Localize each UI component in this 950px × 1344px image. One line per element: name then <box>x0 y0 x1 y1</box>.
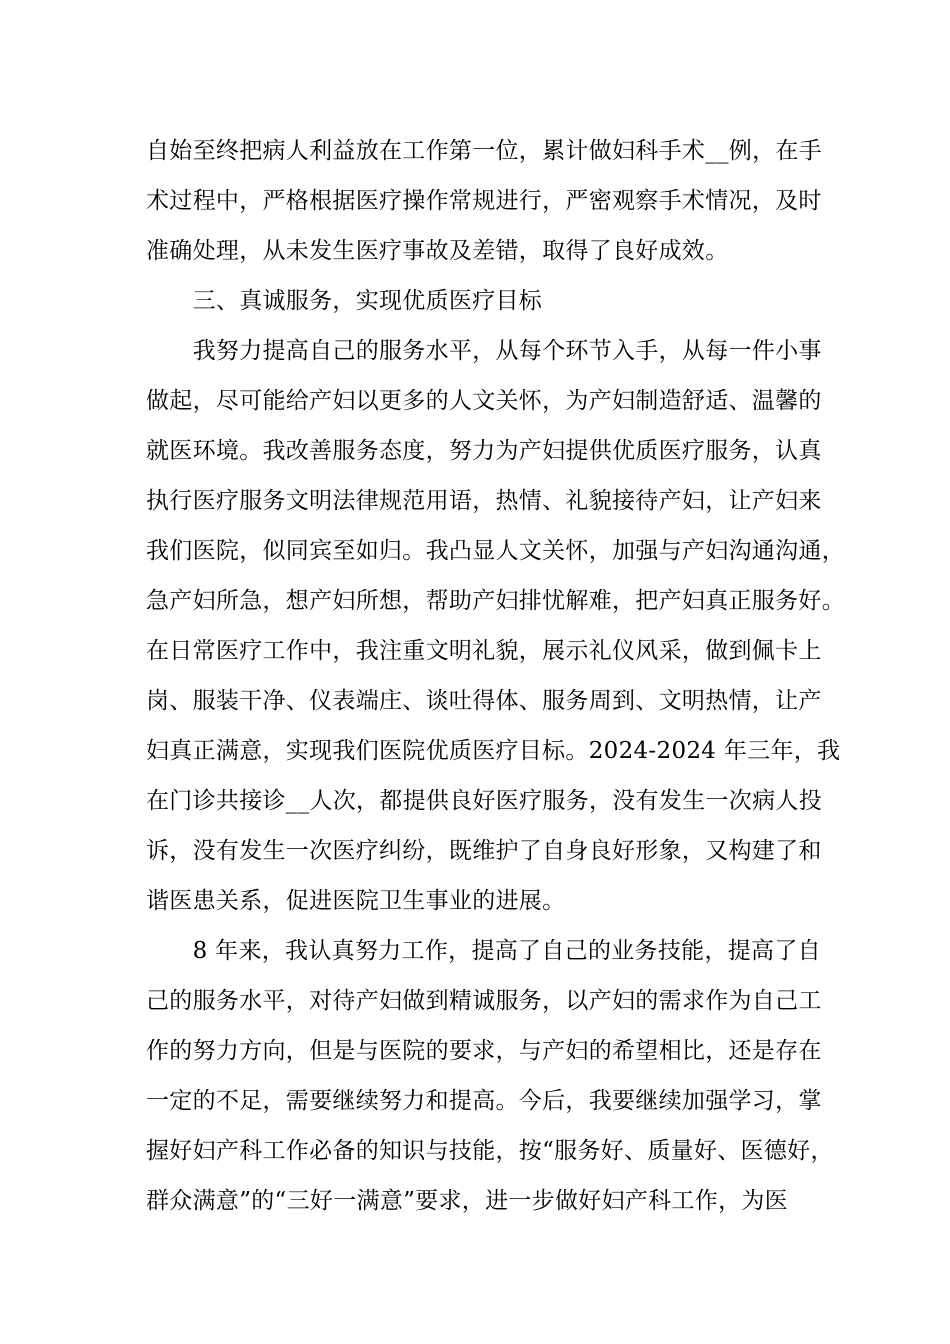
text-line: 群众满意”的“三好一满意”要求，进一步做好妇产科工作，为医 <box>146 1188 788 1214</box>
text-line: 我们医院，似同宾至如归。我凸显人文关怀，加强与产妇沟通沟通， <box>146 538 845 564</box>
text-line: 己的服务水平，对待产妇做到精诚服务，以产妇的需求作为自己工 <box>146 988 822 1014</box>
text-line: 谐医患关系，促进医院卫生事业的进展。 <box>146 888 566 914</box>
section-heading: 三、真诚服务，实现优质医疗目标 <box>146 288 543 314</box>
text-line: 做起，尽可能给产妇以更多的人文关怀，为产妇制造舒适、温馨的 <box>146 388 822 414</box>
text-line: 握好妇产科工作必备的知识与技能，按“服务好、质量好、医德好， <box>146 1138 834 1164</box>
text-line: 术过程中，严格根据医疗操作常规进行，严密观察手术情况，及时 <box>146 188 822 214</box>
text-line: 准确处理，从未发生医疗事故及差错，取得了良好成效。 <box>146 238 729 264</box>
text-line: 8 年来，我认真努力工作，提高了自己的业务技能，提高了自 <box>146 938 821 964</box>
text-line: 一定的不足，需要继续努力和提高。今后，我要继续加强学习，掌 <box>146 1088 822 1114</box>
text-line: 作的努力方向，但是与医院的要求，与产妇的希望相比，还是存在 <box>146 1038 822 1064</box>
text-line: 妇真正满意，实现我们医院优质医疗目标。2024-2024 年三年，我 <box>146 738 841 764</box>
text-line: 在门诊共接诊__人次，都提供良好医疗服务，没有发生一次病人投 <box>146 788 822 814</box>
text-line: 自始至终把病人利益放在工作第一位，累计做妇科手术__例，在手 <box>146 138 822 164</box>
text-line: 我努力提高自己的服务水平，从每个环节入手，从每一件小事 <box>146 338 822 364</box>
text-line: 执行医疗服务文明法律规范用语，热情、礼貌接待产妇，让产妇来 <box>146 488 822 514</box>
text-line: 诉，没有发生一次医疗纠纷，既维护了自身良好形象，又构建了和 <box>146 838 822 864</box>
text-line: 在日常医疗工作中，我注重文明礼貌，展示礼仪风采，做到佩卡上 <box>146 638 822 664</box>
text-line: 岗、服装干净、仪表端庄、谈吐得体、服务周到、文明热情，让产 <box>146 688 822 714</box>
text-line: 就医环境。我改善服务态度，努力为产妇提供优质医疗服务，认真 <box>146 438 822 464</box>
text-line: 急产妇所急，想产妇所想，帮助产妇排忧解难，把产妇真正服务好。 <box>146 588 845 614</box>
